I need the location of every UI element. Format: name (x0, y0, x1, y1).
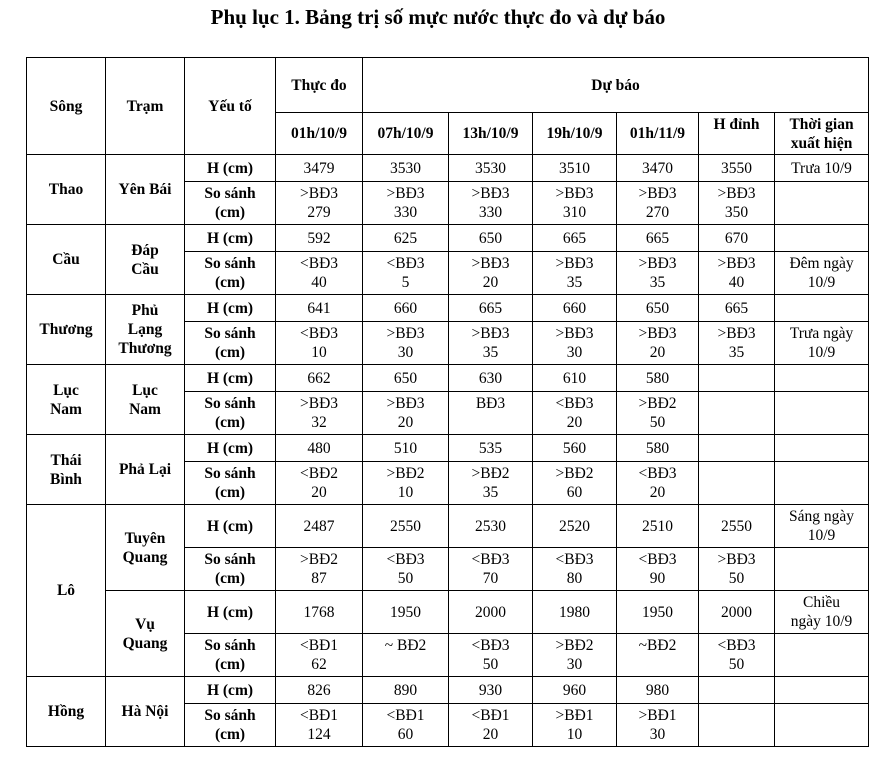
label-so-sanh: So sánh (cm) (185, 462, 276, 505)
value-cell: 826 (276, 677, 363, 704)
value-cell: 650 (363, 365, 449, 392)
value-cell (775, 435, 869, 462)
value-cell: 665 (449, 295, 533, 322)
table-row (27, 435, 869, 462)
value-cell: >BĐ3 279 (276, 182, 363, 225)
value-cell (775, 634, 869, 677)
station-ha-noi: Hà Nội (106, 677, 185, 747)
value-cell (699, 677, 775, 704)
label-h: H (cm) (185, 155, 276, 182)
station-yen-bai: Yên Bái (106, 155, 185, 225)
value-cell: 2530 (449, 505, 533, 548)
value-cell: Sáng ngày 10/9 (775, 505, 869, 548)
value-cell: 1950 (363, 591, 449, 634)
value-cell: <BĐ2 20 (276, 462, 363, 505)
value-cell: 2487 (276, 505, 363, 548)
label-so-sanh: So sánh (cm) (185, 704, 276, 747)
value-cell: 580 (617, 435, 699, 462)
value-cell: 2550 (699, 505, 775, 548)
value-cell: >BĐ3 35 (533, 252, 617, 295)
value-cell (699, 704, 775, 747)
value-cell: >BĐ3 330 (449, 182, 533, 225)
value-cell (699, 462, 775, 505)
value-cell: >BĐ2 87 (276, 548, 363, 591)
value-cell: >BĐ3 30 (363, 322, 449, 365)
label-h: H (cm) (185, 225, 276, 252)
table-row (27, 591, 869, 634)
value-cell: <BĐ3 50 (363, 548, 449, 591)
value-cell: >BĐ3 330 (363, 182, 449, 225)
header-time-1: 07h/10/9 (363, 113, 449, 155)
value-cell: 610 (533, 365, 617, 392)
value-cell: 650 (449, 225, 533, 252)
header-time-3: 19h/10/9 (533, 113, 617, 155)
table-row (27, 365, 869, 392)
value-cell: 930 (449, 677, 533, 704)
header-time-0: 01h/10/9 (276, 113, 363, 155)
value-cell: 641 (276, 295, 363, 322)
station-luc-nam: Lục Nam (106, 365, 185, 435)
value-cell: 3479 (276, 155, 363, 182)
label-h: H (cm) (185, 365, 276, 392)
value-cell: 2520 (533, 505, 617, 548)
value-cell: 660 (533, 295, 617, 322)
table-row (27, 225, 869, 252)
page-title: Phụ lục 1. Bảng trị số mực nước thực đo và dự báo (210, 5, 666, 29)
value-cell: Đêm ngày 10/9 (775, 252, 869, 295)
value-cell: 560 (533, 435, 617, 462)
value-cell: >BĐ3 20 (617, 322, 699, 365)
label-h: H (cm) (185, 435, 276, 462)
value-cell: <BĐ3 70 (449, 548, 533, 591)
value-cell: 662 (276, 365, 363, 392)
value-cell: 660 (363, 295, 449, 322)
value-cell (775, 295, 869, 322)
header-time-2: 13h/10/9 (449, 113, 533, 155)
value-cell (775, 548, 869, 591)
value-cell (699, 435, 775, 462)
value-cell: >BĐ3 20 (363, 392, 449, 435)
value-cell (775, 365, 869, 392)
label-so-sanh: So sánh (cm) (185, 322, 276, 365)
value-cell: >BĐ3 50 (699, 548, 775, 591)
value-cell: <BĐ3 5 (363, 252, 449, 295)
value-cell: >BĐ3 35 (617, 252, 699, 295)
river-luc-nam: Lục Nam (27, 365, 106, 435)
value-cell: <BĐ3 40 (276, 252, 363, 295)
value-cell: 580 (617, 365, 699, 392)
value-cell: >BĐ2 60 (533, 462, 617, 505)
value-cell: <BĐ3 20 (533, 392, 617, 435)
river-cau: Cầu (27, 225, 106, 295)
value-cell: >BĐ3 30 (533, 322, 617, 365)
value-cell: 2000 (449, 591, 533, 634)
station-phu-lang-thuong: Phủ Lạng Thương (106, 295, 185, 365)
label-h: H (cm) (185, 591, 276, 634)
value-cell: ~ BĐ2 (363, 634, 449, 677)
label-so-sanh: So sánh (cm) (185, 182, 276, 225)
river-hong: Hồng (27, 677, 106, 747)
station-tuyen-quang: Tuyên Quang (106, 505, 185, 591)
value-cell: >BĐ2 10 (363, 462, 449, 505)
value-cell: >BĐ3 20 (449, 252, 533, 295)
station-pha-lai: Phả Lại (106, 435, 185, 505)
value-cell: 3470 (617, 155, 699, 182)
value-cell: 1768 (276, 591, 363, 634)
value-cell: <BĐ1 124 (276, 704, 363, 747)
value-cell: >BĐ3 310 (533, 182, 617, 225)
value-cell: Trưa 10/9 (775, 155, 869, 182)
value-cell: 890 (363, 677, 449, 704)
header-h-dinh: H đỉnh (699, 113, 775, 155)
river-thao: Thao (27, 155, 106, 225)
value-cell: Trưa ngày 10/9 (775, 322, 869, 365)
value-cell (775, 392, 869, 435)
value-cell (775, 462, 869, 505)
value-cell: 665 (533, 225, 617, 252)
value-cell (775, 704, 869, 747)
table-row (27, 677, 869, 704)
table-row (27, 295, 869, 322)
value-cell: >BĐ3 40 (699, 252, 775, 295)
header-song: Sông (27, 58, 106, 155)
value-cell: 650 (617, 295, 699, 322)
value-cell: <BĐ1 62 (276, 634, 363, 677)
value-cell: 3510 (533, 155, 617, 182)
value-cell: >BĐ3 35 (449, 322, 533, 365)
value-cell: >BĐ3 270 (617, 182, 699, 225)
header-du-bao: Dự báo (363, 58, 869, 113)
value-cell: >BĐ1 30 (617, 704, 699, 747)
value-cell: 3550 (699, 155, 775, 182)
header-tram: Trạm (106, 58, 185, 155)
water-level-table (26, 57, 869, 747)
value-cell: 1950 (617, 591, 699, 634)
value-cell (699, 392, 775, 435)
value-cell: 3530 (363, 155, 449, 182)
value-cell: 1980 (533, 591, 617, 634)
value-cell: Chiều ngày 10/9 (775, 591, 869, 634)
label-h: H (cm) (185, 505, 276, 548)
value-cell: 665 (617, 225, 699, 252)
value-cell: <BĐ3 80 (533, 548, 617, 591)
value-cell: <BĐ1 20 (449, 704, 533, 747)
value-cell: 625 (363, 225, 449, 252)
table-row (27, 155, 869, 182)
value-cell (699, 365, 775, 392)
value-cell: 535 (449, 435, 533, 462)
station-vu-quang: Vụ Quang (106, 591, 185, 677)
value-cell: 2000 (699, 591, 775, 634)
header-yeu-to: Yếu tố (185, 58, 276, 155)
value-cell: <BĐ3 50 (449, 634, 533, 677)
label-so-sanh: So sánh (cm) (185, 634, 276, 677)
river-lo: Lô (27, 505, 106, 677)
value-cell: >BĐ3 350 (699, 182, 775, 225)
header-thuc-do: Thực đo (276, 58, 363, 113)
value-cell: 2550 (363, 505, 449, 548)
table-row (27, 505, 869, 548)
value-cell: 980 (617, 677, 699, 704)
value-cell: <BĐ3 50 (699, 634, 775, 677)
label-so-sanh: So sánh (cm) (185, 392, 276, 435)
value-cell: >BĐ1 10 (533, 704, 617, 747)
value-cell (775, 182, 869, 225)
value-cell: ~BĐ2 (617, 634, 699, 677)
label-so-sanh: So sánh (cm) (185, 548, 276, 591)
label-so-sanh: So sánh (cm) (185, 252, 276, 295)
value-cell: >BĐ3 35 (699, 322, 775, 365)
river-thai-binh: Thái Bình (27, 435, 106, 505)
value-cell: BĐ3 (449, 392, 533, 435)
value-cell: <BĐ3 10 (276, 322, 363, 365)
value-cell: >BĐ2 30 (533, 634, 617, 677)
value-cell: 665 (699, 295, 775, 322)
value-cell (775, 225, 869, 252)
value-cell: <BĐ1 60 (363, 704, 449, 747)
label-h: H (cm) (185, 295, 276, 322)
value-cell: 3530 (449, 155, 533, 182)
value-cell: 2510 (617, 505, 699, 548)
value-cell: 592 (276, 225, 363, 252)
value-cell: <BĐ3 20 (617, 462, 699, 505)
value-cell: >BĐ3 32 (276, 392, 363, 435)
river-thuong: Thương (27, 295, 106, 365)
value-cell: 670 (699, 225, 775, 252)
value-cell: 960 (533, 677, 617, 704)
station-dap-cau: Đáp Cầu (106, 225, 185, 295)
value-cell: >BĐ2 50 (617, 392, 699, 435)
value-cell: >BĐ2 35 (449, 462, 533, 505)
label-h: H (cm) (185, 677, 276, 704)
value-cell: 480 (276, 435, 363, 462)
value-cell: <BĐ3 90 (617, 548, 699, 591)
header-time-4: 01h/11/9 (617, 113, 699, 155)
value-cell (775, 677, 869, 704)
value-cell: 630 (449, 365, 533, 392)
value-cell: 510 (363, 435, 449, 462)
header-thoi-gian: Thời gian xuất hiện (775, 113, 869, 155)
